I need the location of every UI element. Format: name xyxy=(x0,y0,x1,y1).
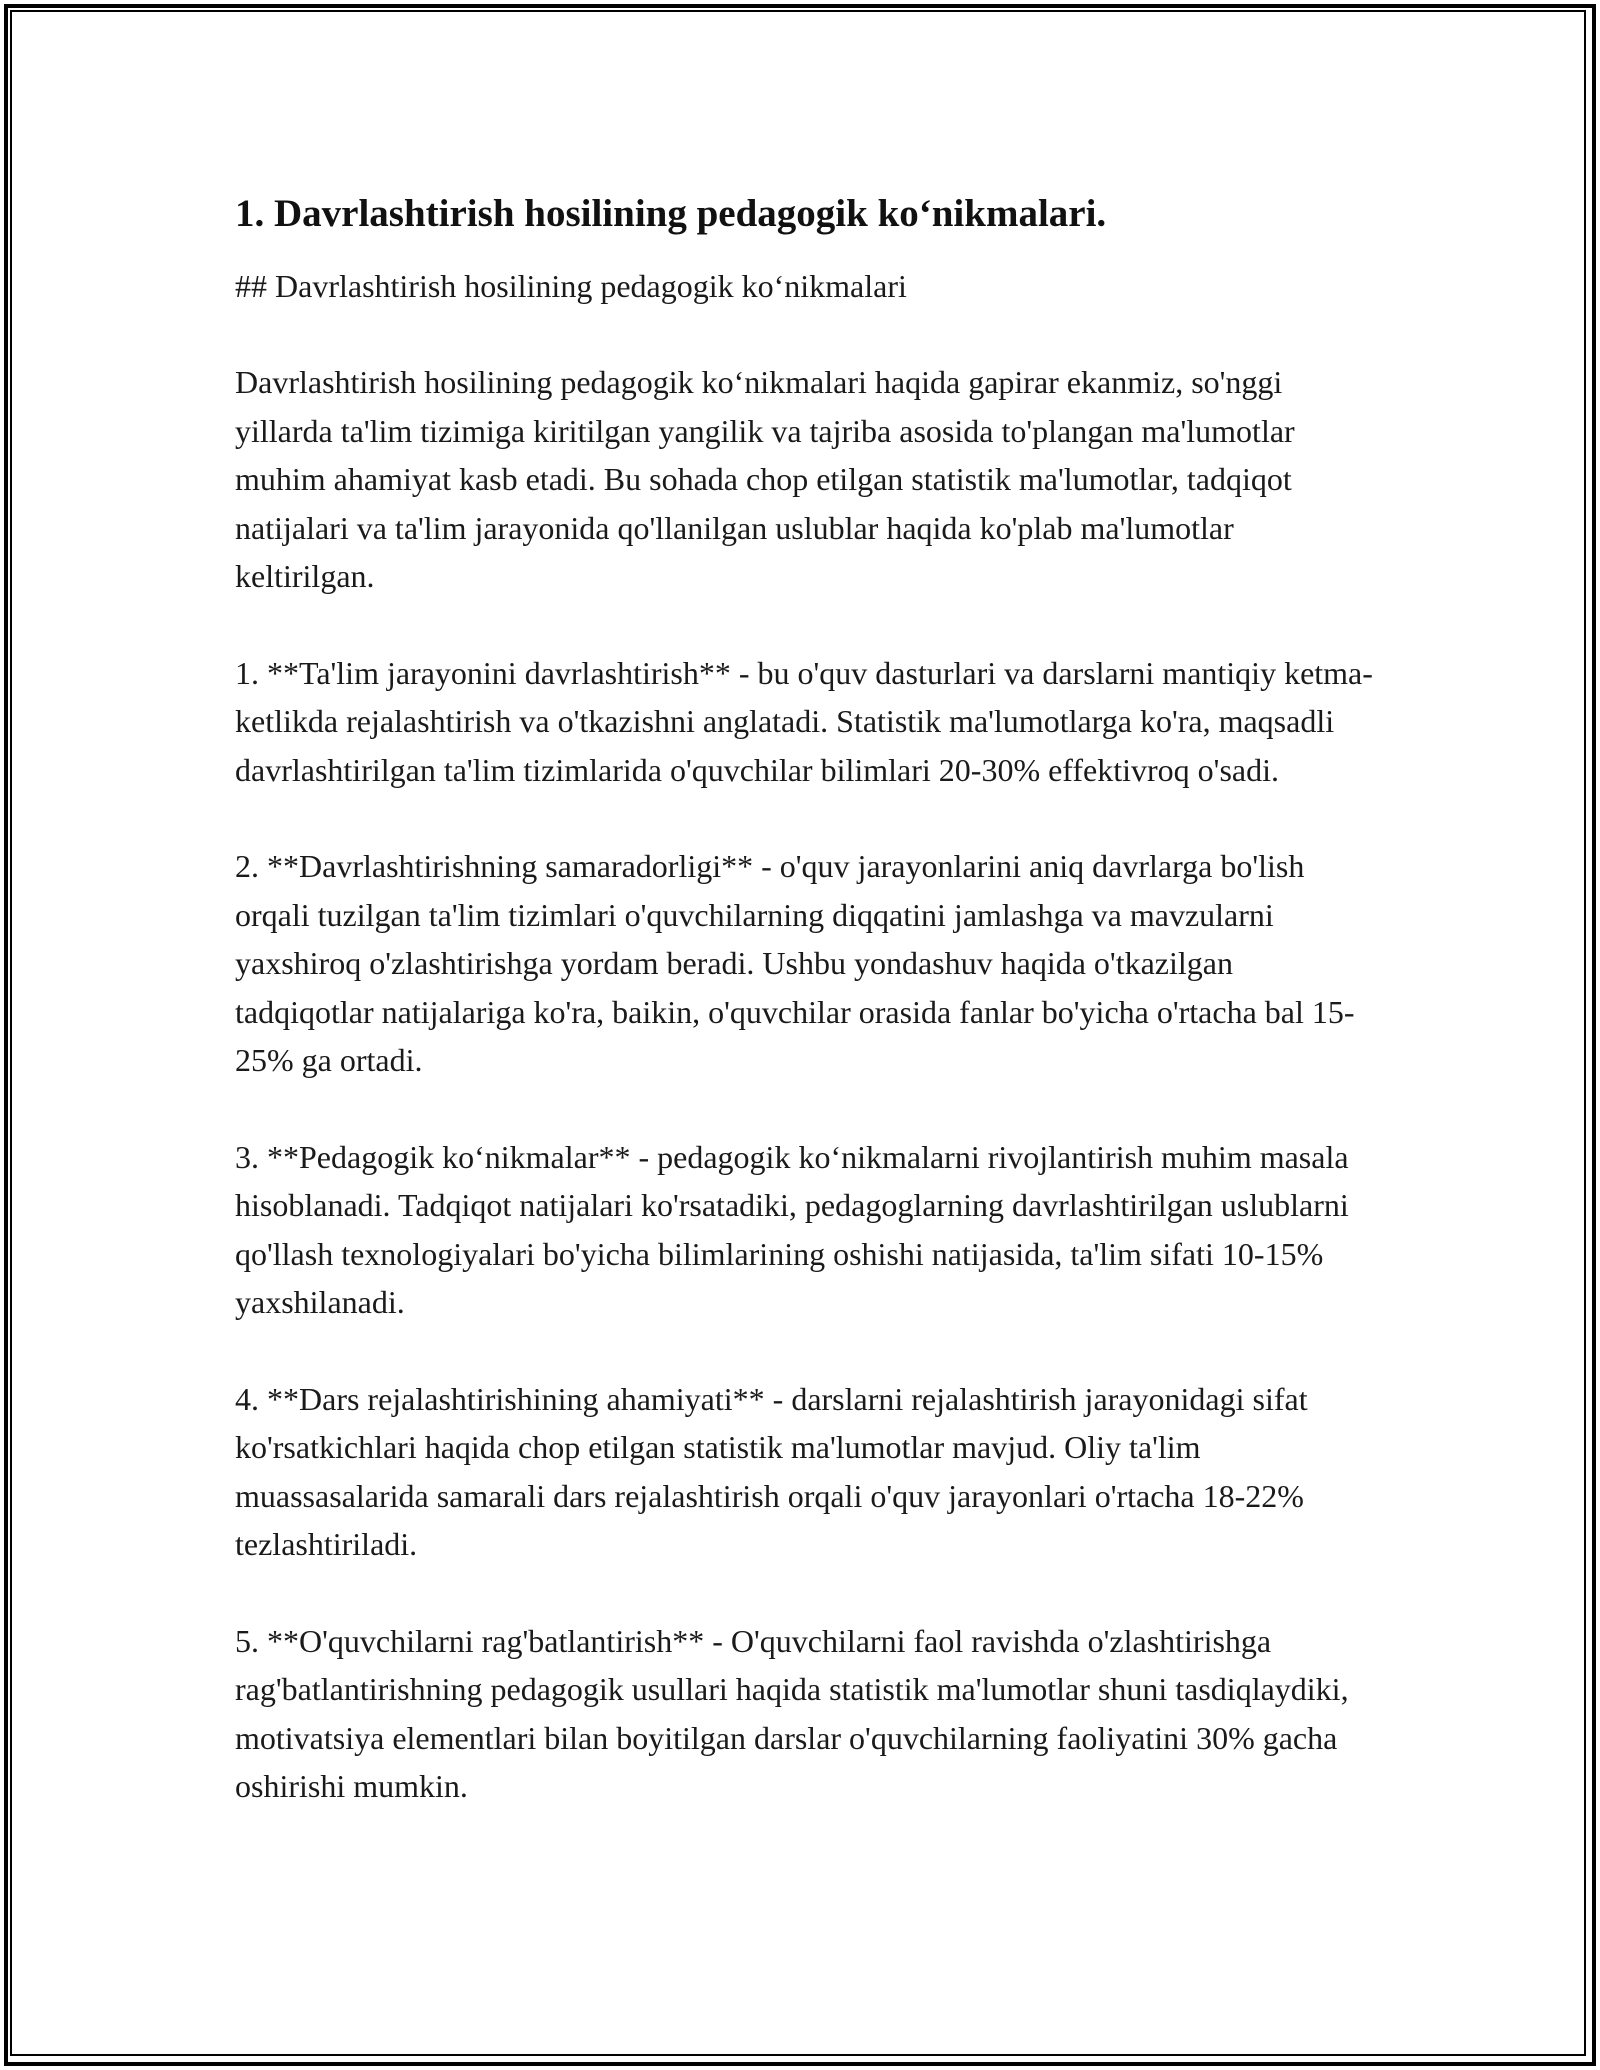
list-item-5: 5. **O'quvchilarni rag'batlantirish** - O'quvchilarni faol ravishda o'zlashtirishga rag'batlantirishning pedagogik usullari haqida statistik ma'lumotlar shuni tasdiqlaydiki, motivatsiya elementlari bilan boyitilgan darslar o'quvchilarning faoliyatini 30% gacha oshirishi mumkin. xyxy=(235,1622,1349,1804)
list-item-2: 2. **Davrlashtirishning samaradorligi** - o'quv jarayonlarini aniq davrlarga bo'lish orqali tuzilgan ta'lim tizimlari o'quvchilarning diqqatini jamlashga va mavzularni yaxshiroq o'zlashtirishga yordam beradi. Ushbu yondashuv haqida o'tkazilgan tadqiqotlar natijalariga ko'ra, baikin, o'quvchilar orasida fanlar bo'yicha o'rtacha bal 15-25% ga ortadi. xyxy=(235,848,1355,1078)
list-item-3: 3. **Pedagogik ko‘nikmalar** - pedagogik ko‘nikmalarni rivojlantirish muhim masala hisoblanadi. Tadqiqot natijalari ko'rsatadiki, pedagoglarning davrlashtirilgan uslublarni qo'llash texnologiyalari bo'yicha bilimlarining oshishi natijasida, ta'lim sifati 10-15% yaxshilanadi. xyxy=(235,1138,1349,1320)
list-item-4: 4. **Dars rejalashtirishining ahamiyati** - darslarni rejalashtirish jarayonidagi sifat ko'rsatkichlari haqida chop etilgan statistik ma'lumotlar mavjud. Oliy ta'lim muassasalarida samarali dars rejalashtirish orqali o'quv jarayonlari o'rtacha 18-22% tezlashtiriladi. xyxy=(235,1380,1308,1562)
document-body xyxy=(235,186,1375,1811)
intro-paragraph: Davrlashtirish hosilining pedagogik ko‘nikmalari haqida gapirar ekanmiz, so'nggi yillarda ta'lim tizimiga kiritilgan yangilik va tajriba asosida to'plangan ma'lumotlar muhim ahamiyat kasb etadi. Bu sohada chop etilgan statistik ma'lumotlar, tadqiqot natijalari va ta'lim jarayonida qo'llanilgan uslublar haqida ko'plab ma'lumotlar keltirilgan. xyxy=(235,364,1295,594)
section-subheading: ## Davrlashtirish hosilining pedagogik ko‘nikmalari xyxy=(235,268,907,304)
page-title: 1. Davrlashtirish hosilining pedagogik ko‘nikmalari. xyxy=(235,192,1107,235)
list-item-1: 1. **Ta'lim jarayonini davrlashtirish** - bu o'quv dasturlari va darslarni mantiqiy ketma-ketlikda rejalashtirish va o'tkazishni anglatadi. Statistik ma'lumotlarga ko'ra, maqsadli davrlashtirilgan ta'lim tizimlarida o'quvchilar bilimlari 20-30% effektivroq o'sadi. xyxy=(235,654,1373,788)
